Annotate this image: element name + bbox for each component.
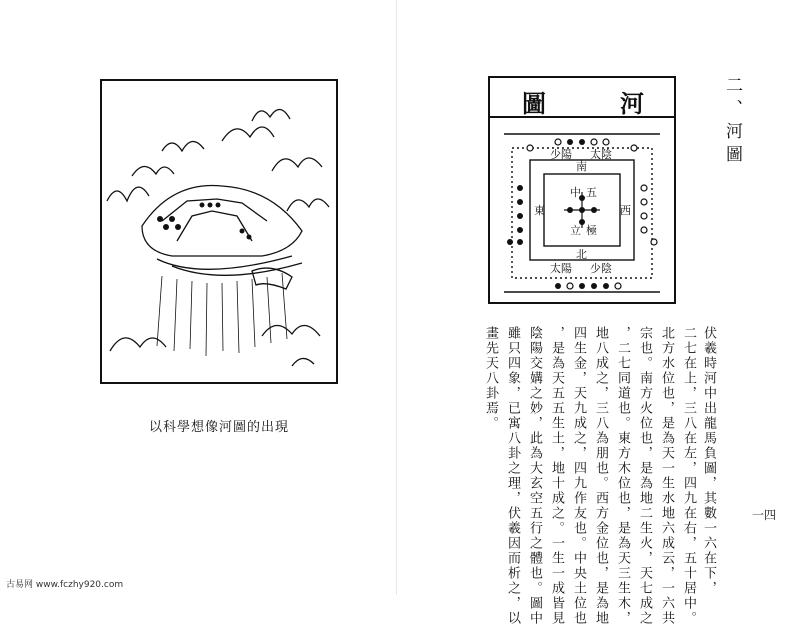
diagram-title-right: 河 [620, 89, 644, 118]
text-column-8: ，是為天五五生土，地十成之。一生一成皆見 [549, 326, 564, 626]
illustration-caption: 以科學想像河圖的出現 [148, 420, 289, 435]
center-char-3: 立 [570, 224, 581, 237]
west-label: 西 [620, 204, 631, 217]
section-heading: 二、河圖 [722, 76, 742, 168]
quadrant-label-1: 太陽 [550, 262, 572, 275]
center-char-2: 五 [586, 186, 597, 199]
center-char-4: 極 [586, 224, 597, 237]
center-char-1: 中 [570, 186, 581, 199]
quadrant-label-3: 少陽 [550, 148, 572, 161]
quadrant-label-4: 太陰 [590, 148, 612, 161]
text-column-2: 二七在上，三八在左，四九在右，五十居中。 [681, 326, 696, 626]
dragon-horse-illustration [100, 79, 338, 384]
text-column-3: 北方水位也，是為天一生水地六成云，一六共 [659, 326, 674, 626]
turtle-waves-drawing [102, 81, 336, 382]
diagram-title-left: 圖 [522, 89, 546, 118]
text-column-4: 宗也。南方火位也，是為地二生火，天七成之 [637, 326, 652, 626]
page-gutter [396, 0, 397, 595]
text-column-7: 四生金，天九成之，四九作友也。中央土位也 [571, 326, 586, 626]
north-label: 北 [576, 248, 587, 261]
text-column-5: ，二七同道也。東方木位也，是為天三生木， [615, 326, 630, 626]
text-column-10: 雖只四象，已寓八卦之理，伏羲因而析之，以 [505, 326, 520, 626]
south-label: 南 [576, 160, 587, 173]
diagram-title [490, 78, 674, 118]
page-number: 一四 [752, 508, 777, 522]
quadrant-label-2: 少陰 [590, 262, 612, 275]
text-column-9: 陰陽交媾之妙，此為大玄空五行之體也。圖中 [527, 326, 542, 626]
hetu-diagram [488, 76, 676, 304]
text-column-11: 畫先天八卦焉。 [483, 326, 498, 431]
east-label: 東 [534, 204, 545, 217]
text-column-1: 伏羲時河中出龍馬負圖，其數一六在下， [701, 326, 716, 596]
site-watermark: 古易网 www.fczhy920.com [6, 580, 124, 590]
text-column-6: 地八成之，三八為朋也。西方金位也，是為地 [593, 326, 608, 626]
hetu-dot-pattern [490, 118, 674, 302]
